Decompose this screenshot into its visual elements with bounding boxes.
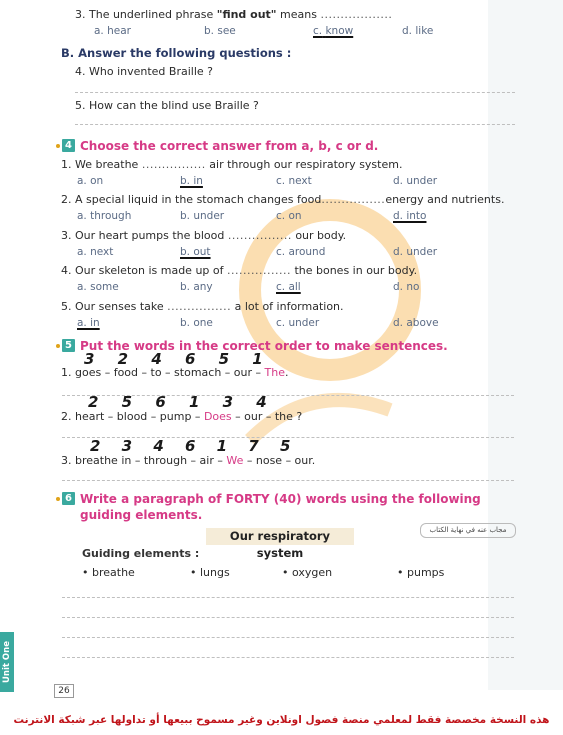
writing-line-4[interactable] [62,657,514,658]
unit-side-tab: Unit One [0,632,14,692]
answer-key-note: مجاب عنه في نهاية الكتاب [420,523,516,538]
s4-3-option-d[interactable]: d. under [393,246,438,258]
section-6-badge: 6 [62,492,75,505]
s4-5-option-d[interactable]: d. above [393,317,439,329]
guiding-elements-label: Guiding elements : [82,547,200,560]
section-dot [56,344,60,348]
section-dot [56,497,60,501]
s4-3-option-b[interactable]: b. out [180,246,211,258]
guiding-element-oxygen: • oxygen [282,566,333,579]
section-6-title-line1: Write a paragraph of FORTY (40) words using the following [80,492,481,506]
writing-line-2[interactable] [62,617,514,618]
s4-4-option-c[interactable]: c. all [276,281,301,293]
section-5-badge: 5 [62,339,75,352]
q3-line [75,8,392,21]
section-b-title: B. Answer the following questions : [61,46,292,60]
q3-phrase: "find out" [216,8,277,21]
s4-1-option-d[interactable]: d. under [393,175,438,187]
section-4-title: Choose the correct answer from a, b, c or d. [80,139,379,153]
s4-4-option-d[interactable]: d. no [393,281,420,293]
s4-2-option-a[interactable]: a. through [77,210,132,222]
guiding-element-lungs: • lungs [190,566,230,579]
q3-option-a[interactable]: a. hear [94,25,131,37]
s4-4-option-b[interactable]: b. any [180,281,213,293]
s4-5-option-a[interactable]: a. in [77,317,100,329]
s4-item-3: 3. Our heart pumps the blood ................ our body. [61,229,347,242]
s4-1-option-a[interactable]: a. on [77,175,104,187]
guiding-element-breathe: • breathe [82,566,135,579]
section-5-title: Put the words in the correct order to make sentences. [80,339,448,353]
page-number: 26 [54,684,74,698]
q3-number: 3. [75,8,86,21]
s4-1-option-c[interactable]: c. next [276,175,312,187]
s4-1-option-b[interactable]: b. in [180,175,203,187]
answer-line-5[interactable] [75,124,515,125]
paragraph-topic: Our respiratory system [206,528,354,545]
s4-5-option-b[interactable]: b. one [180,317,213,329]
s5-3-handwritten-order: 2 3 4 6 1 7 5 [90,437,291,455]
s4-item-5: 5. Our senses take ................ a lot of information. [61,300,344,313]
s5-sentence-2: 2. heart – blood – pump – Does – our – the ? [61,410,303,423]
answer-line-4[interactable] [75,92,515,93]
s4-2-option-c[interactable]: c. on [276,210,302,222]
section-4-badge: 4 [62,139,75,152]
section-6-title-line2: guiding elements. [80,508,203,522]
writing-line-3[interactable] [62,637,514,638]
question-4: 4. Who invented Braille ? [75,65,213,78]
s4-4-option-a[interactable]: a. some [77,281,119,293]
q3-option-b[interactable]: b. see [204,25,236,37]
right-margin-strip [488,0,563,690]
guiding-element-pumps: • pumps [397,566,445,579]
copyright-footer: هذه النسخة مخصصة فقط لمعلمي منصة فصول اونلاين وغير مسموح ببيعها أو تداولها عبر شبكة الانترنت [13,714,550,726]
s4-item-4: 4. Our skeleton is made up of ................ the bones in our body. [61,264,418,277]
s4-item-1: 1. We breathe ................ air through our respiratory system. [61,158,403,171]
answer-line-s5-3[interactable] [62,480,514,481]
s4-3-option-c[interactable]: c. around [276,246,326,258]
q3-option-d[interactable]: d. like [402,25,434,37]
s5-1-handwritten-order: 3 2 4 6 5 1 [84,350,263,368]
section-dot [56,144,60,148]
q3-text-pre: The underlined phrase [89,8,217,21]
s4-2-option-d[interactable]: d. into [393,210,427,222]
s4-3-option-a[interactable]: a. next [77,246,114,258]
s5-2-handwritten-order: 2 5 6 1 3 4 [88,393,267,411]
s5-sentence-1: 1. goes – food – to – stomach – our – The. [61,366,289,379]
s5-sentence-3: 3. breathe in – through – air – We – nose – our. [61,454,316,467]
q3-option-c[interactable]: c. know [313,25,354,37]
s4-2-option-b[interactable]: b. under [180,210,225,222]
q3-blank: .................. [320,8,393,21]
s4-item-2: 2. A special liquid in the stomach changes food................energy and nutrients. [61,193,505,206]
writing-line-1[interactable] [62,597,514,598]
q3-text-post: means [276,8,317,21]
s4-5-option-c[interactable]: c. under [276,317,320,329]
watermark-logo [180,180,440,480]
question-5: 5. How can the blind use Braille ? [75,99,259,112]
